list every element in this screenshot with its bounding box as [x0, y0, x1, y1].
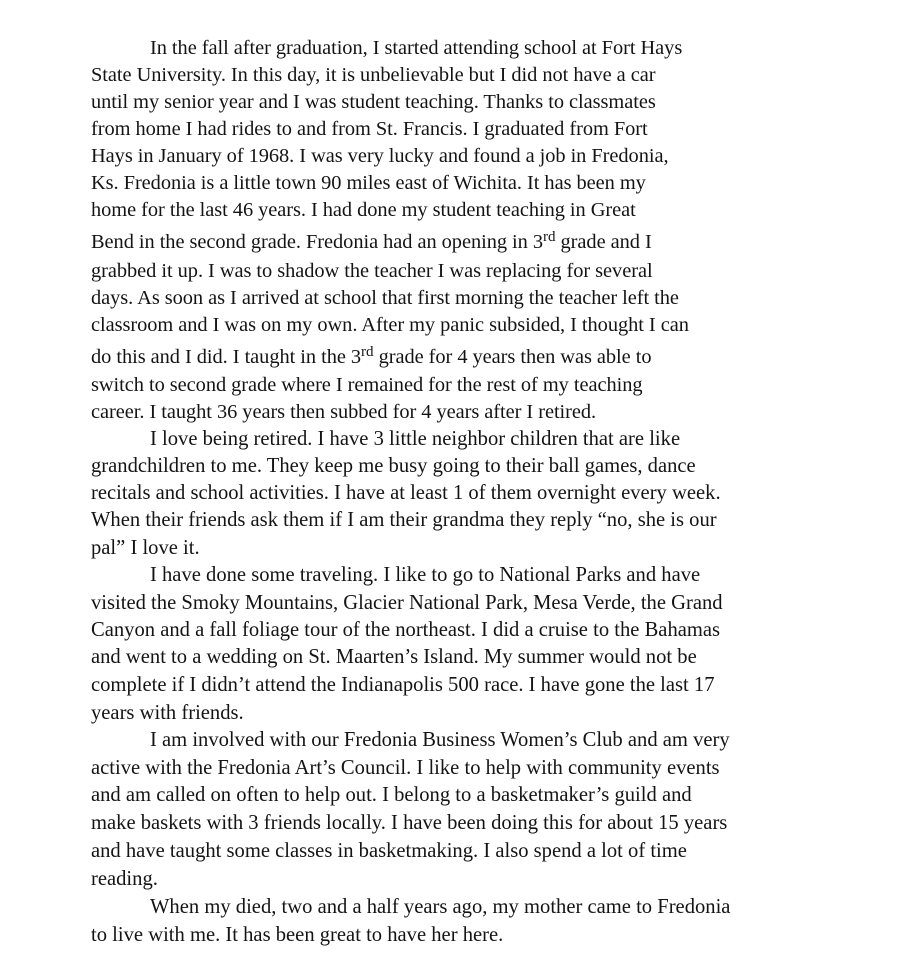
text-segment: grade for 4 years then was able to	[373, 346, 652, 368]
text-line: recitals and school activities. I have at least 1 of them overnight every week.	[91, 482, 721, 504]
text-line: home for the last 46 years. I had done my student teaching in Great	[91, 199, 636, 221]
text-line: until my senior year and I was student teaching. Thanks to classmates	[91, 91, 656, 113]
text-line: I have done some traveling. I like to go to National Parks and have	[150, 564, 701, 586]
text-line: visited the Smoky Mountains, Glacier National Park, Mesa Verde, the Grand	[91, 592, 723, 614]
text-line: career. I taught 36 years then subbed for 4 years after I retired.	[91, 401, 597, 423]
text-line	[91, 345, 651, 369]
ordinal-superscript: rd	[361, 344, 374, 361]
text-line: reading.	[91, 868, 158, 890]
text-line	[91, 230, 652, 254]
text-line: years with friends.	[91, 702, 244, 724]
text-segment: grade and I	[555, 231, 652, 253]
text-line: When their friends ask them if I am their grandma they reply “no, she is our	[91, 509, 717, 531]
text-line: In the fall after graduation, I started attending school at Fort Hays	[150, 37, 683, 59]
text-line: to live with me. It has been great to have her here.	[91, 924, 504, 946]
text-line: make baskets with 3 friends locally. I have been doing this for about 15 years	[91, 812, 728, 834]
text-line: grabbed it up. I was to shadow the teacher I was replacing for several	[91, 260, 653, 282]
text-line: complete if I didn’t attend the Indianapolis 500 race. I have gone the last 17	[91, 674, 715, 696]
text-line: grandchildren to me. They keep me busy going to their ball games, dance	[91, 455, 696, 477]
text-line: Hays in January of 1968. I was very lucky and found a job in Fredonia,	[91, 145, 669, 167]
text-line: Ks. Fredonia is a little town 90 miles east of Wichita. It has been my	[91, 172, 646, 194]
text-line: State University. In this day, it is unbelievable but I did not have a car	[91, 64, 656, 86]
text-line: Canyon and a fall foliage tour of the northeast. I did a cruise to the Bahamas	[91, 619, 721, 641]
text-line: from home I had rides to and from St. Francis. I graduated from Fort	[91, 118, 648, 140]
text-line: classroom and I was on my own. After my panic subsided, I thought I can	[91, 314, 689, 336]
text-segment: Bend in the second grade. Fredonia had an opening in 3	[91, 231, 544, 253]
text-line: pal” I love it.	[91, 537, 200, 559]
text-line: When my died, two and a half years ago, my mother came to Fredonia	[150, 896, 731, 918]
text-line: I love being retired. I have 3 little neighbor children that are like	[150, 428, 681, 450]
text-segment: do this and I did. I taught in the 3	[91, 346, 362, 368]
ordinal-superscript: rd	[543, 229, 556, 246]
text-line: switch to second grade where I remained for the rest of my teaching	[91, 374, 643, 396]
text-line: and am called on often to help out. I belong to a basketmaker’s guild and	[91, 784, 692, 806]
text-line: I am involved with our Fredonia Business Women’s Club and am very	[150, 729, 730, 751]
text-line: active with the Fredonia Art’s Council. I like to help with community events	[91, 757, 720, 779]
text-line: and went to a wedding on St. Maarten’s Island. My summer would not be	[91, 646, 697, 668]
text-line: and have taught some classes in basketmaking. I also spend a lot of time	[91, 840, 687, 862]
text-line: days. As soon as I arrived at school that first morning the teacher left the	[91, 287, 679, 309]
